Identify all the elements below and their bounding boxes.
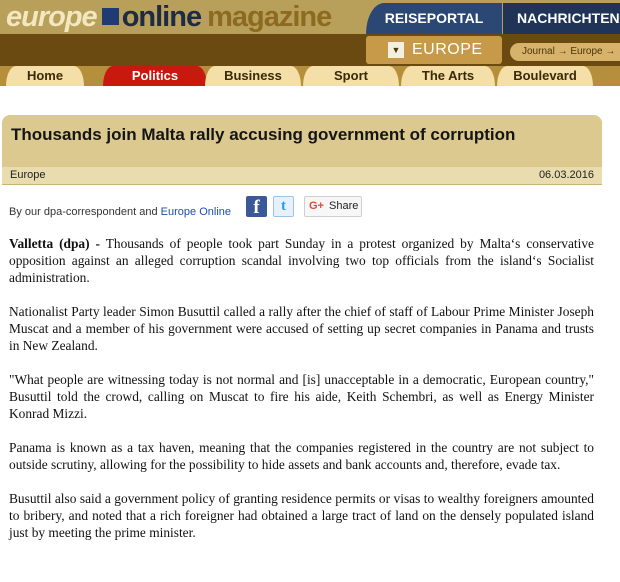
logo-word-magazine: magazine <box>207 1 332 33</box>
logo-word-europe: europe <box>6 1 97 33</box>
google-plus-share-button[interactable] <box>304 196 362 217</box>
article-date: 06.03.2016 <box>538 169 594 181</box>
article-lead-text: Thousands of people took part Sunday in a protest organized by Malta‘s conservative opposition against an alleged corruption scandal involving two top officials from the island‘s Socialist administration. <box>9 236 595 285</box>
nav-business[interactable]: Business <box>205 66 301 86</box>
region-selector[interactable] <box>366 36 502 64</box>
nav-politics[interactable]: Politics <box>103 66 207 86</box>
byline-text: By our dpa-correspondent and <box>9 206 158 218</box>
site-logo[interactable] <box>6 1 331 33</box>
article-category: Europe <box>10 169 46 181</box>
article-title: Thousands join Malta rally accusing government of corruption <box>11 125 516 144</box>
article-paragraph <box>9 235 594 286</box>
article-paragraph: "What people are witnessing today is not normal and [is] unacceptable in a democratic, European country," Busuttil told the crowd, calling on Muscat to fire his aide, Keith Schembri, as well as Energy Minister Konrad Mizzi. <box>9 372 594 421</box>
article-title-box <box>2 115 602 167</box>
article-body <box>9 235 594 558</box>
twitter-icon[interactable]: t <box>273 196 294 217</box>
facebook-icon[interactable]: f <box>246 196 267 217</box>
article-source: Valletta (dpa) - <box>9 236 100 251</box>
article-paragraph: Panama is known as a tax haven, meaning that the companies registered in the country are not subject to outside scrutiny, allowing for the possibility to hide assets and bank accounts and, therefore, evade tax. <box>9 440 594 472</box>
breadcrumb[interactable]: Journal → Europe → <box>510 43 620 61</box>
nav-sport[interactable]: Sport <box>303 66 399 86</box>
article-meta-bar <box>2 167 602 185</box>
dropdown-arrow-icon[interactable]: ▼ <box>388 42 404 58</box>
google-plus-icon: G+ <box>309 200 324 212</box>
site-header <box>0 0 620 92</box>
reiseportal-tab[interactable]: REISEPORTAL <box>366 3 502 34</box>
nav-the-arts[interactable]: The Arts <box>401 66 495 86</box>
nav-boulevard[interactable]: Boulevard <box>497 66 593 86</box>
logo-square-icon <box>102 8 119 25</box>
nachrichten-tab[interactable]: NACHRICHTEN <box>503 3 620 34</box>
share-label: Share <box>329 200 359 212</box>
article-paragraph: Busuttil also said a government policy of granting residence permits or visas to wealthy foreigners amounted to bribery, and noted that a rich foreigner had obtained a large tract of land on the densely populated island just by meeting the prime minister. <box>9 491 594 540</box>
region-label: EUROPE <box>412 41 483 58</box>
article-paragraph: Nationalist Party leader Simon Busuttil called a rally after the chief of staff of Labour Prime Minister Joseph Muscat and a member of his government were accused of setting up secret companies in Panama and trusts in New Zealand. <box>9 304 594 353</box>
byline <box>9 206 231 218</box>
byline-link[interactable]: Europe Online <box>160 206 231 218</box>
nav-home[interactable]: Home <box>6 66 84 86</box>
logo-word-online: online <box>121 1 202 33</box>
